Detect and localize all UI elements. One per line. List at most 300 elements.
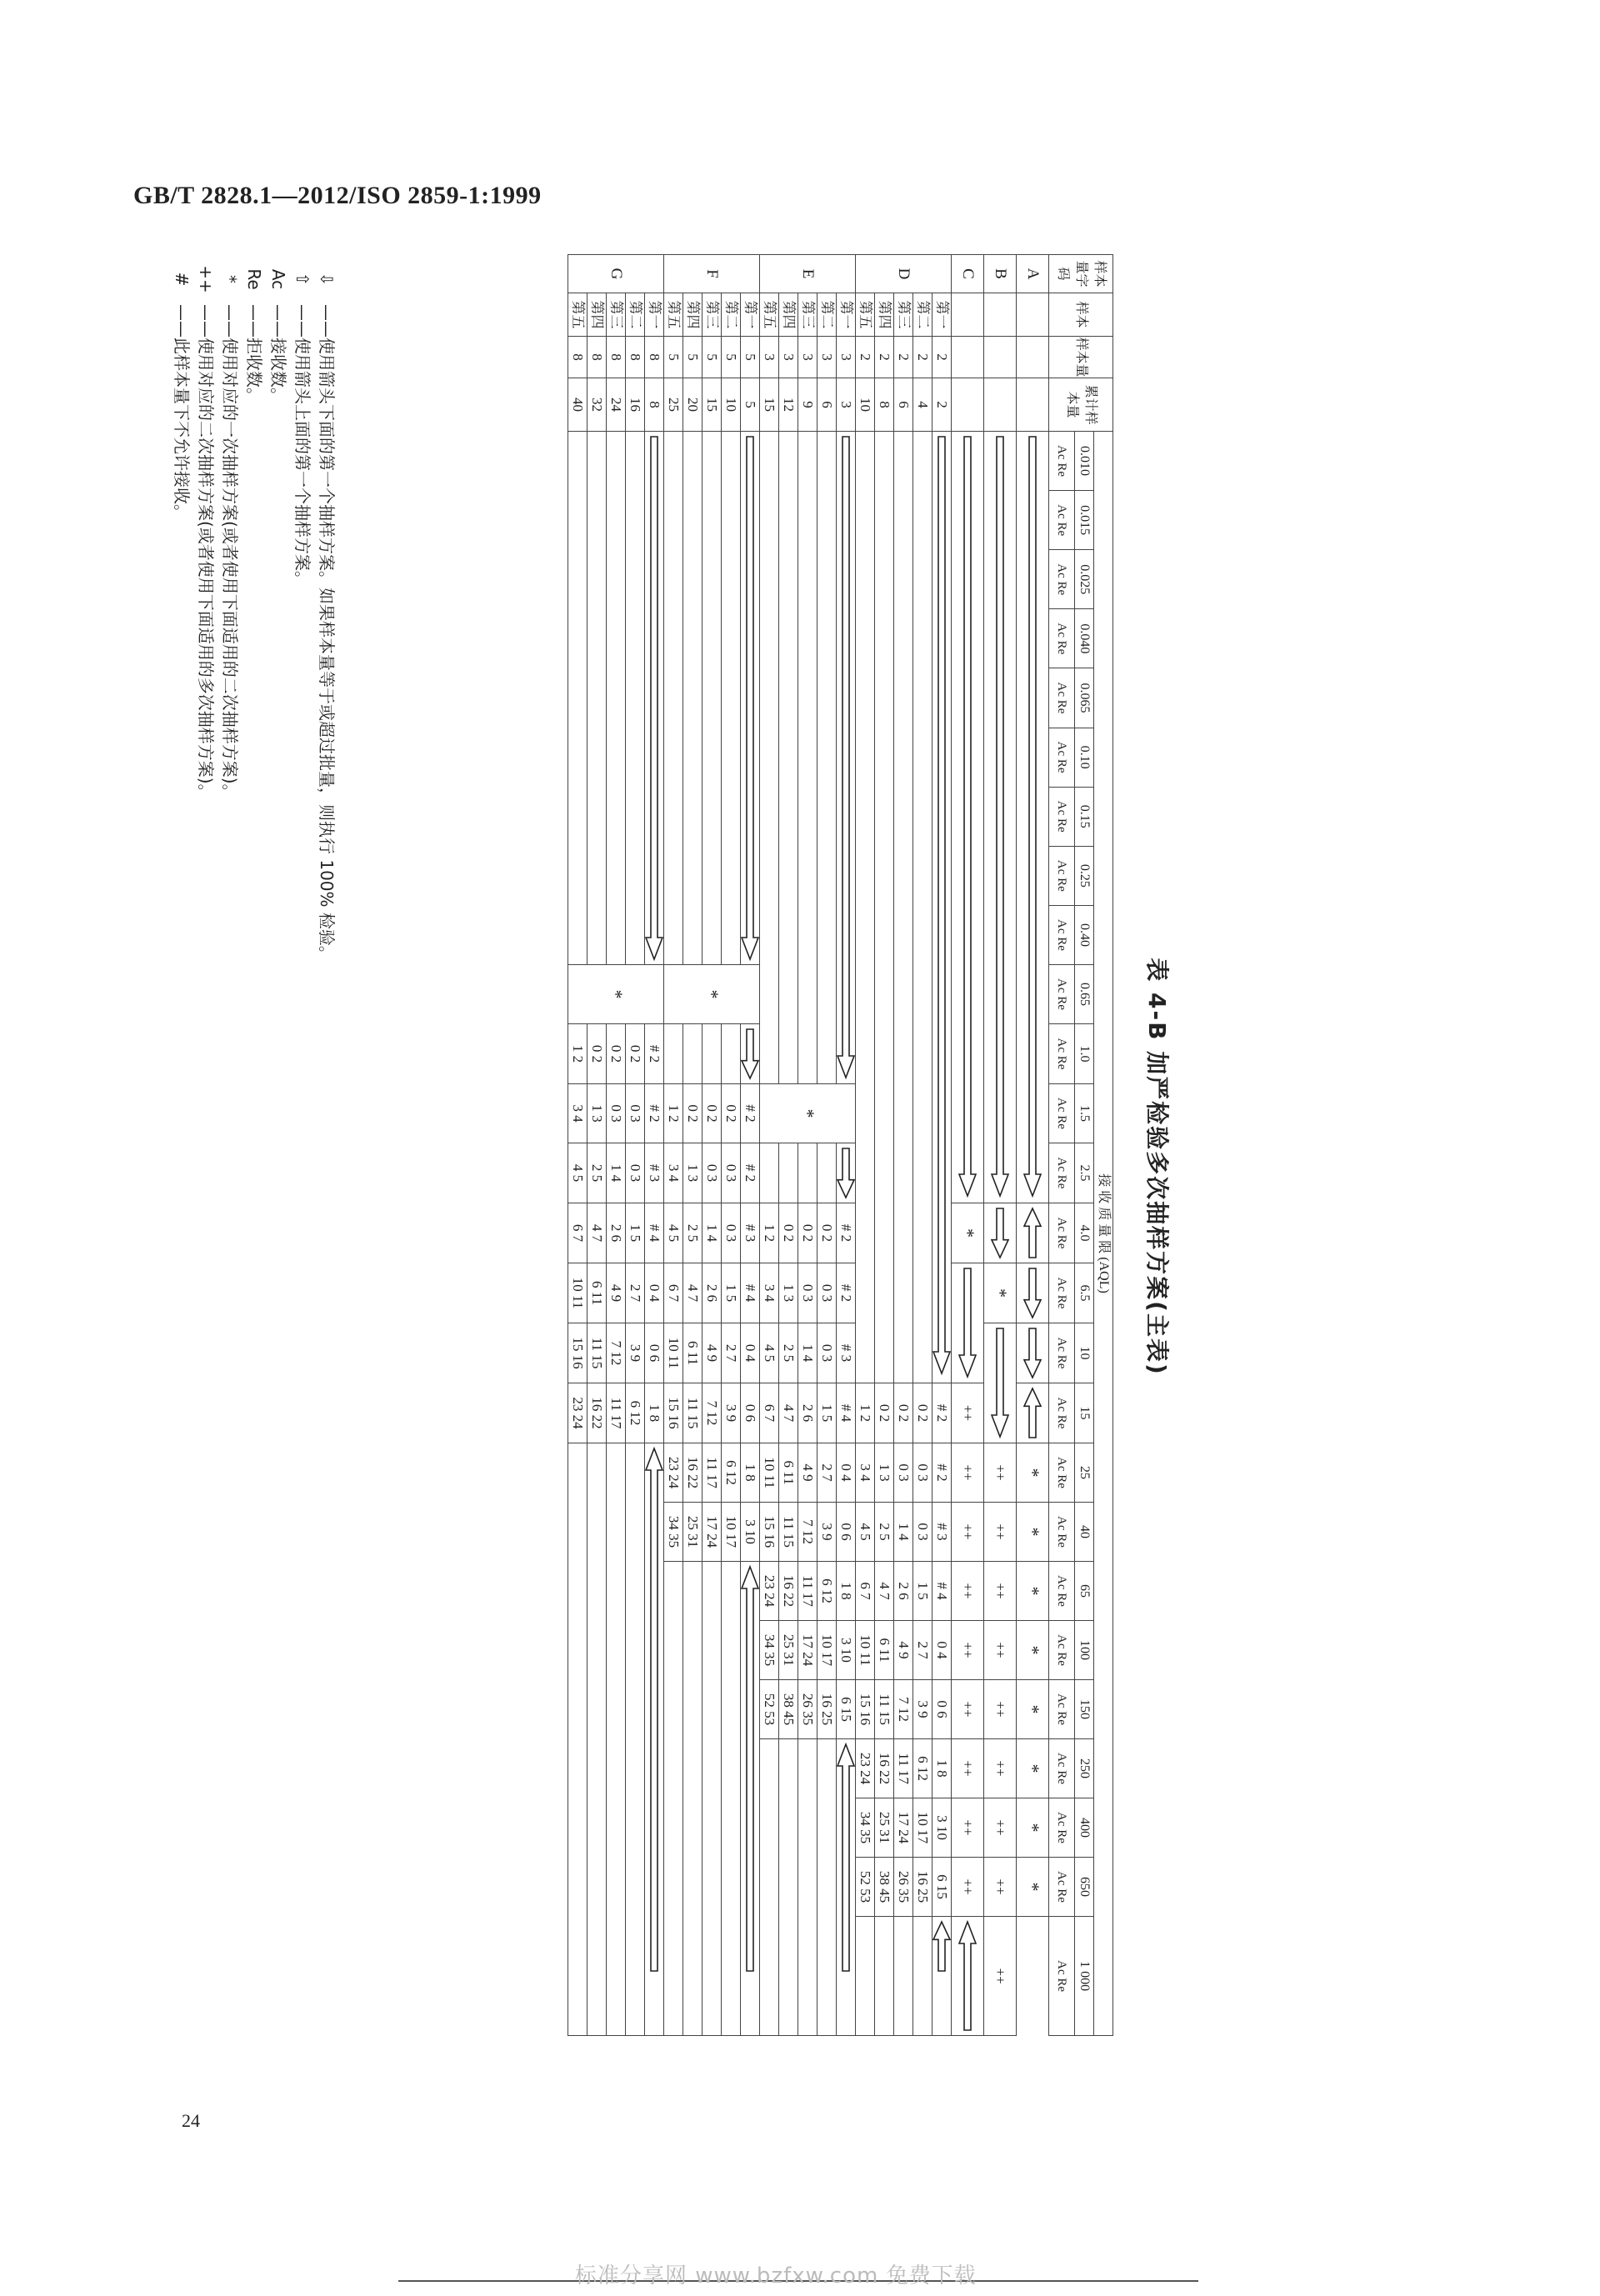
- acre-value: 4 7: [875, 1562, 894, 1621]
- acre-subheader: Ac Re: [1049, 1798, 1075, 1858]
- empty-cell: [818, 1739, 837, 2036]
- stage-label: 第二: [913, 293, 932, 337]
- note-line: [218, 254, 242, 963]
- sample-size: 3: [798, 337, 818, 378]
- acre-subheader: Ac Re: [1049, 550, 1075, 609]
- aql-column-header: 2.5: [1075, 1143, 1094, 1203]
- cumulative-size: 10: [722, 378, 741, 432]
- acre-value: 10 11: [664, 1323, 683, 1383]
- stage-cell: [952, 293, 984, 337]
- acre-value: 7 12: [702, 1383, 722, 1443]
- stage-label: 第一: [741, 293, 760, 337]
- star-marker: *: [1017, 1503, 1049, 1562]
- code-letter: E: [760, 255, 856, 293]
- acre-value: 0 3: [798, 1263, 818, 1323]
- acre-value: 1 3: [683, 1143, 702, 1203]
- empty-cell: [664, 432, 683, 965]
- acre-value: 15 16: [856, 1680, 875, 1739]
- acre-value: 2 5: [779, 1323, 798, 1383]
- acre-value: 2 7: [722, 1323, 741, 1383]
- acre-value: 0 2: [798, 1203, 818, 1263]
- acre-value: 26 35: [798, 1680, 818, 1739]
- cumulative-size: 4: [913, 378, 932, 432]
- acre-value: 0 3: [722, 1203, 741, 1263]
- plus-marker: ++: [952, 1858, 984, 1917]
- stage-label: 第二: [818, 293, 837, 337]
- aql-column-header: 0.065: [1075, 668, 1094, 728]
- stage-label: 第五: [568, 293, 588, 337]
- acre-value: 23 24: [760, 1562, 779, 1621]
- acre-value: 1 8: [837, 1562, 856, 1621]
- acre-value: 0 2: [702, 1084, 722, 1143]
- note-line: [290, 254, 314, 963]
- arrow-up-icon: [741, 1562, 759, 1976]
- empty-cell: [588, 1443, 607, 2036]
- acre-value: 17 24: [702, 1503, 722, 1562]
- acre-value: # 4: [645, 1203, 664, 1263]
- acre-value: 6 11: [779, 1443, 798, 1503]
- acre-value: 0 6: [932, 1680, 952, 1739]
- empty-cell: [856, 432, 875, 1383]
- sample-size: 2: [875, 337, 894, 378]
- arrow-up-icon: [645, 1443, 664, 2036]
- code-letter: B: [984, 255, 1017, 293]
- acre-subheader: Ac Re: [1049, 1739, 1075, 1798]
- arrow-down-icon: [837, 432, 856, 1084]
- empty-cell: [875, 1917, 894, 2036]
- acre-value: 4 5: [760, 1323, 779, 1383]
- acre-value: 0 3: [702, 1143, 722, 1203]
- acre-value: 10 11: [568, 1263, 588, 1323]
- empty-cell: [798, 432, 818, 1084]
- acre-value: 10 17: [722, 1503, 741, 1562]
- note-text: ——使用对应的二次抽样方案(或者使用下面适用的多次抽样方案)。: [196, 304, 216, 801]
- plus-marker: ++: [952, 1680, 984, 1739]
- sampling-plan-table: [568, 254, 1113, 2036]
- code-letter: C: [952, 255, 984, 293]
- plus-marker: ++: [952, 1443, 984, 1503]
- aql-column-header: 0.15: [1075, 787, 1094, 846]
- aql-column-header: 0.10: [1075, 728, 1094, 787]
- note-text: ——拒收数。: [244, 304, 264, 404]
- acre-value: 1 3: [875, 1443, 894, 1503]
- size-cell: [984, 337, 1017, 378]
- arrow-down-icon: [645, 432, 664, 965]
- acre-value: 16 22: [779, 1562, 798, 1621]
- arrow-down-icon: [1017, 432, 1049, 1203]
- acre-value: 4 5: [664, 1203, 683, 1263]
- acre-value: 38 45: [875, 1858, 894, 1917]
- rotated-table-block: [5, 254, 1180, 2079]
- acre-value: 0 3: [818, 1323, 837, 1383]
- aql-column-header: 0.015: [1075, 491, 1094, 550]
- arrow-down-icon: [958, 432, 977, 1201]
- acre-value: 3 4: [568, 1084, 588, 1143]
- note-symbol: #: [172, 272, 192, 287]
- stage-label: 第三: [894, 293, 913, 337]
- acre-value: 11 15: [875, 1680, 894, 1739]
- acre-value: # 4: [741, 1263, 760, 1323]
- acre-value: 0 2: [607, 1024, 626, 1084]
- arrow-down-icon: [984, 1203, 1017, 1263]
- arrow-up-icon: [645, 1443, 663, 1976]
- sample-size: 8: [568, 337, 588, 378]
- plus-marker: ++: [984, 1739, 1017, 1798]
- acre-value: 25 31: [875, 1798, 894, 1858]
- acre-value: # 3: [932, 1503, 952, 1562]
- arrow-down-icon: [991, 1203, 1009, 1263]
- acre-value: 10 11: [760, 1443, 779, 1503]
- empty-cell: [875, 432, 894, 1383]
- acre-value: 1 5: [913, 1562, 932, 1621]
- arrow-down-icon: [932, 432, 951, 1378]
- plus-marker: ++: [984, 1621, 1017, 1680]
- stage-label: 第三: [607, 293, 626, 337]
- acre-subheader: Ac Re: [1049, 668, 1075, 728]
- plus-marker: ++: [984, 1680, 1017, 1739]
- arrow-down-icon: [741, 432, 759, 964]
- acre-value: 0 4: [837, 1443, 856, 1503]
- stage-cell: [984, 293, 1017, 337]
- acre-value: 0 2: [588, 1024, 607, 1084]
- acre-value: 1 8: [932, 1739, 952, 1798]
- star-marker: *: [952, 1203, 984, 1263]
- arrow-up-icon: [1023, 1203, 1042, 1263]
- acre-value: 0 3: [626, 1143, 645, 1203]
- acre-value: 15 16: [568, 1323, 588, 1383]
- acre-value: 11 17: [798, 1562, 818, 1621]
- acre-value: # 2: [932, 1383, 952, 1443]
- acre-value: 0 6: [741, 1383, 760, 1443]
- acre-value: 15 16: [664, 1383, 683, 1443]
- star-marker: *: [984, 1263, 1017, 1323]
- acre-value: 16 22: [588, 1383, 607, 1443]
- arrow-down-icon: [837, 1143, 855, 1203]
- plus-marker: ++: [984, 1562, 1017, 1621]
- arrow-down-icon: [991, 1323, 1009, 1442]
- plus-marker: ++: [984, 1858, 1017, 1917]
- acre-value: 0 2: [894, 1383, 913, 1443]
- sample-size: 5: [702, 337, 722, 378]
- cumulative-size: 32: [588, 378, 607, 432]
- note-symbol: Ac: [268, 268, 288, 290]
- cumulative-size: 25: [664, 378, 683, 432]
- acre-value: 0 4: [645, 1263, 664, 1323]
- acre-value: 2 5: [875, 1503, 894, 1562]
- acre-value: 6 7: [760, 1383, 779, 1443]
- plus-marker: ++: [984, 1503, 1017, 1562]
- cumulative-size: 40: [568, 378, 588, 432]
- sample-size: 3: [760, 337, 779, 378]
- acre-value: # 2: [645, 1084, 664, 1143]
- acre-value: 2 7: [626, 1263, 645, 1323]
- acre-value: # 3: [837, 1323, 856, 1383]
- acre-value: 2 5: [683, 1203, 702, 1263]
- arrow-up-icon: ⇧: [292, 272, 312, 287]
- note-line: [314, 254, 338, 963]
- aql-column-header: 0.40: [1075, 905, 1094, 964]
- acre-subheader: Ac Re: [1049, 905, 1075, 964]
- empty-cell: [722, 1024, 741, 1084]
- header-aql-title: 接 收 质 量 限 (AQL): [1094, 432, 1113, 2036]
- acre-subheader: Ac Re: [1049, 1143, 1075, 1203]
- acre-value: 6 15: [837, 1680, 856, 1739]
- arrow-down-icon: ⇩: [317, 272, 337, 287]
- sample-size: 8: [626, 337, 645, 378]
- stage-label: 第一: [645, 293, 664, 337]
- aql-column-header: 6.5: [1075, 1263, 1094, 1323]
- empty-cell: [683, 1562, 702, 2036]
- code-letter: A: [1017, 255, 1049, 293]
- empty-cell: [913, 432, 932, 1383]
- acre-value: 16 25: [913, 1858, 932, 1917]
- acre-subheader: Ac Re: [1049, 1263, 1075, 1323]
- aql-column-header: 650: [1075, 1858, 1094, 1917]
- acre-value: 0 3: [607, 1084, 626, 1143]
- note-text: ——使用对应的一次抽样方案(或者使用下面适用的二次抽样方案)。: [220, 304, 240, 801]
- acre-value: # 2: [837, 1203, 856, 1263]
- acre-value: 34 35: [664, 1503, 683, 1562]
- arrow-down-icon: [1017, 1323, 1049, 1383]
- plus-marker: ++: [952, 1621, 984, 1680]
- star-marker: *: [1017, 1858, 1049, 1917]
- empty-cell: [664, 1024, 683, 1084]
- acre-value: 7 12: [607, 1323, 626, 1383]
- acre-value: 1 4: [702, 1203, 722, 1263]
- acre-value: 6 12: [626, 1383, 645, 1443]
- acre-value: 2 6: [894, 1562, 913, 1621]
- sample-size: 5: [683, 337, 702, 378]
- acre-value: 3 4: [760, 1263, 779, 1323]
- empty-cell: [818, 1143, 837, 1203]
- acre-value: 3 4: [856, 1443, 875, 1503]
- cumulative-size: 5: [741, 378, 760, 432]
- document-header: GB/T 2828.1—2012/ISO 2859-1:1999: [133, 182, 542, 209]
- acre-value: 0 2: [913, 1383, 932, 1443]
- acre-value: 1 2: [568, 1024, 588, 1084]
- acre-subheader: Ac Re: [1049, 1917, 1075, 2036]
- arrow-down-icon: [958, 1263, 977, 1382]
- acre-value: 1 8: [741, 1443, 760, 1503]
- acre-value: 0 3: [913, 1443, 932, 1503]
- arrow-down-icon: [837, 432, 855, 1083]
- empty-cell: [702, 432, 722, 965]
- empty-cell: [798, 1739, 818, 2036]
- arrow-down-icon: [952, 1263, 984, 1383]
- cumulative-size: 10: [856, 378, 875, 432]
- sample-size: 2: [913, 337, 932, 378]
- acre-value: 2 6: [702, 1263, 722, 1323]
- acre-value: 4 9: [894, 1621, 913, 1680]
- stage-label: 第一: [932, 293, 952, 337]
- acre-value: 0 4: [741, 1323, 760, 1383]
- acre-value: 6 15: [932, 1858, 952, 1917]
- empty-cell: [722, 432, 741, 965]
- note-symbol: *: [220, 275, 240, 283]
- empty-cell: [856, 1917, 875, 2036]
- note-line: [266, 254, 290, 963]
- aql-column-header: 0.040: [1075, 609, 1094, 668]
- acre-value: 4 9: [607, 1263, 626, 1323]
- empty-cell: [779, 1739, 798, 2036]
- acre-value: 23 24: [664, 1443, 683, 1503]
- acre-value: 0 3: [913, 1503, 932, 1562]
- page-number: 24: [182, 2110, 200, 2131]
- acre-value: # 2: [741, 1143, 760, 1203]
- acre-value: 11 17: [702, 1443, 722, 1503]
- acre-value: 3 4: [664, 1143, 683, 1203]
- arrow-down-icon: [837, 1143, 856, 1203]
- arrow-down-icon: [932, 432, 952, 1383]
- header-size: 样本量: [1049, 337, 1113, 378]
- aql-column-header: 4.0: [1075, 1203, 1094, 1263]
- aql-column-header: 400: [1075, 1798, 1094, 1858]
- sample-size: 8: [588, 337, 607, 378]
- plus-marker: ++: [952, 1798, 984, 1858]
- arrow-up-icon: [741, 1562, 760, 2036]
- acre-value: 4 7: [588, 1203, 607, 1263]
- arrow-up-icon: [952, 1917, 984, 2036]
- cumulative-size: 15: [760, 378, 779, 432]
- aql-column-header: 1.5: [1075, 1084, 1094, 1143]
- acre-subheader: Ac Re: [1049, 1443, 1075, 1503]
- plus-marker: ++: [984, 1917, 1017, 2036]
- acre-value: 6 11: [683, 1323, 702, 1383]
- plus-marker: ++: [952, 1503, 984, 1562]
- sample-size: 2: [894, 337, 913, 378]
- acre-value: 0 2: [626, 1024, 645, 1084]
- empty-cell: [894, 1917, 913, 2036]
- acre-subheader: Ac Re: [1049, 1024, 1075, 1084]
- cumulative-size: 8: [875, 378, 894, 432]
- acre-value: 34 35: [760, 1621, 779, 1680]
- star-marker: *: [1017, 1680, 1049, 1739]
- header-sample: 样本: [1049, 293, 1113, 337]
- stage-label: 第五: [856, 293, 875, 337]
- stage-label: 第三: [798, 293, 818, 337]
- acre-value: 1 2: [760, 1203, 779, 1263]
- note-text: ——此样本量下不允许接收。: [172, 304, 192, 521]
- acre-subheader: Ac Re: [1049, 1084, 1075, 1143]
- arrow-down-icon: [1023, 1323, 1042, 1383]
- aql-column-header: 0.025: [1075, 550, 1094, 609]
- star-marker: *: [1017, 1443, 1049, 1503]
- arrow-down-icon: [1017, 1263, 1049, 1323]
- empty-cell: [626, 1443, 645, 2036]
- aql-column-header: 0.010: [1075, 432, 1094, 491]
- acre-value: 16 25: [818, 1680, 837, 1739]
- acre-value: 7 12: [894, 1680, 913, 1739]
- acre-value: 0 2: [722, 1084, 741, 1143]
- stage-cell: [1017, 293, 1049, 337]
- acre-value: # 2: [932, 1443, 952, 1503]
- cumulative-size: 3: [837, 378, 856, 432]
- note-line: [169, 254, 193, 963]
- aql-column-header: 65: [1075, 1562, 1094, 1621]
- cumulative-size: 6: [894, 378, 913, 432]
- acre-value: 11 17: [607, 1383, 626, 1443]
- acre-value: 26 35: [894, 1858, 913, 1917]
- empty-cell: [702, 1024, 722, 1084]
- sample-size: 3: [818, 337, 837, 378]
- acre-value: 7 12: [798, 1503, 818, 1562]
- aql-column-header: 250: [1075, 1739, 1094, 1798]
- star-marker: *: [664, 965, 760, 1024]
- acre-subheader: Ac Re: [1049, 1383, 1075, 1443]
- acre-value: 6 7: [664, 1263, 683, 1323]
- acre-value: 2 6: [607, 1203, 626, 1263]
- aql-column-header: 10: [1075, 1323, 1094, 1383]
- sample-size: 5: [722, 337, 741, 378]
- acre-value: 4 9: [798, 1443, 818, 1503]
- acre-value: 10 17: [818, 1621, 837, 1680]
- sample-size: 8: [607, 337, 626, 378]
- acre-value: 6 7: [856, 1562, 875, 1621]
- star-marker: *: [568, 965, 664, 1024]
- acre-value: 0 3: [818, 1263, 837, 1323]
- aql-column-header: 40: [1075, 1503, 1094, 1562]
- star-marker: *: [1017, 1798, 1049, 1858]
- arrow-down-icon: [741, 1024, 759, 1083]
- note-line: [242, 254, 266, 963]
- acre-value: 11 15: [779, 1503, 798, 1562]
- acre-value: 3 9: [722, 1383, 741, 1443]
- stage-label: 第二: [722, 293, 741, 337]
- acre-value: # 2: [837, 1263, 856, 1323]
- acre-value: 1 2: [856, 1383, 875, 1443]
- stage-label: 第四: [683, 293, 702, 337]
- acre-value: 0 2: [779, 1203, 798, 1263]
- empty-cell: [568, 432, 588, 965]
- empty-cell: [913, 1917, 932, 2036]
- empty-cell: [607, 1443, 626, 2036]
- empty-cell: [664, 1562, 683, 2036]
- acre-subheader: Ac Re: [1049, 787, 1075, 846]
- acre-subheader: Ac Re: [1049, 1680, 1075, 1739]
- acre-subheader: Ac Re: [1049, 1323, 1075, 1383]
- acre-value: 0 3: [626, 1084, 645, 1143]
- aql-column-header: 150: [1075, 1680, 1094, 1739]
- acre-subheader: Ac Re: [1049, 965, 1075, 1024]
- arrow-up-icon: [958, 1917, 977, 2035]
- star-marker: *: [760, 1084, 856, 1143]
- stage-label: 第四: [875, 293, 894, 337]
- acre-value: 1 3: [779, 1263, 798, 1323]
- acre-value: 10 17: [913, 1798, 932, 1858]
- acre-value: 1 4: [798, 1323, 818, 1383]
- acre-value: 0 3: [722, 1143, 741, 1203]
- arrow-down-icon: [984, 1323, 1017, 1443]
- stage-label: 第四: [779, 293, 798, 337]
- acre-value: 6 11: [588, 1263, 607, 1323]
- arrow-down-icon: [952, 432, 984, 1203]
- cumulative-size: 24: [607, 378, 626, 432]
- acre-value: 4 5: [856, 1503, 875, 1562]
- cumulative-size: 20: [683, 378, 702, 432]
- note-line: [193, 254, 218, 963]
- aql-table: [568, 254, 1113, 2036]
- acre-value: 16 22: [875, 1739, 894, 1798]
- empty-cell: [779, 1143, 798, 1203]
- watermark: 标准分享网 www.bzfxw.com 免费下载: [575, 2263, 977, 2288]
- acre-value: 1 3: [588, 1084, 607, 1143]
- acre-value: 1 5: [722, 1263, 741, 1323]
- star-marker: *: [1017, 1621, 1049, 1680]
- plus-marker: ++: [952, 1383, 984, 1443]
- note-symbol: ++: [196, 265, 216, 293]
- acre-value: 1 5: [818, 1383, 837, 1443]
- empty-cell: [702, 1562, 722, 2036]
